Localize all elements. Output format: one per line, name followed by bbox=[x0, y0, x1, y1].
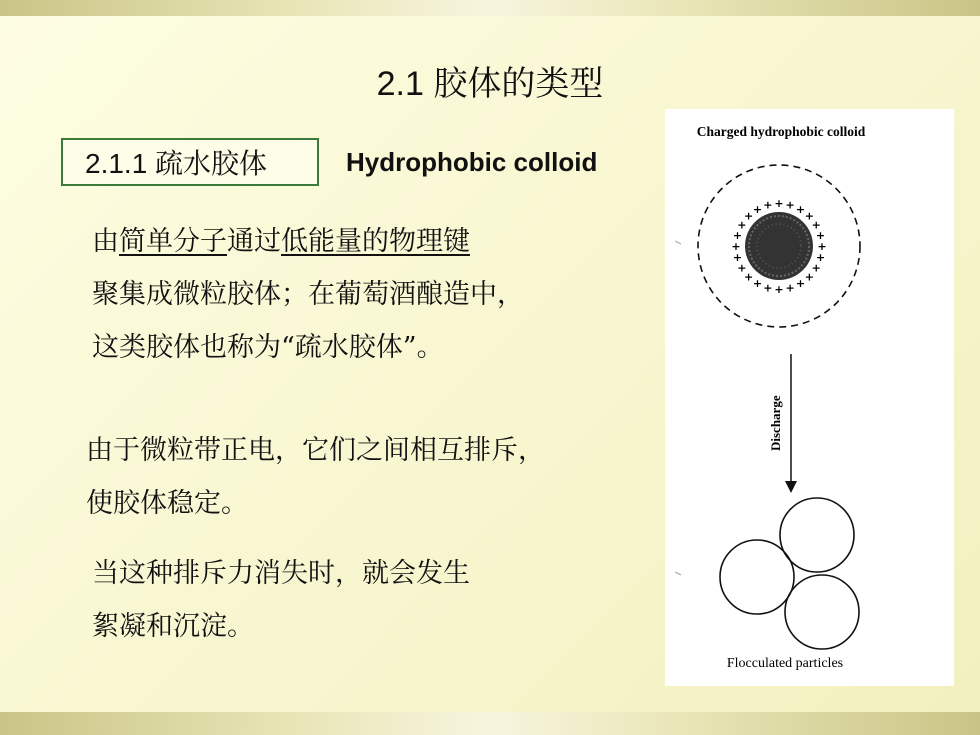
charged-particle bbox=[743, 209, 815, 280]
charge-symbol: + bbox=[811, 261, 821, 275]
charge-symbol: + bbox=[815, 251, 826, 265]
paragraph-line: 絮凝和沉淀。 bbox=[92, 611, 254, 642]
top-caption: Charged hydrophobic colloid bbox=[696, 124, 866, 139]
paragraph-flocculation bbox=[92, 547, 470, 653]
charge-symbol: + bbox=[752, 277, 763, 291]
subsection-label: 2.1.1 疏水胶体 bbox=[85, 148, 268, 179]
charge-symbol: + bbox=[752, 202, 763, 216]
charge-symbol: + bbox=[763, 281, 773, 295]
scan-mark bbox=[675, 572, 681, 575]
floc-particle bbox=[720, 540, 794, 614]
subsection-box bbox=[61, 138, 319, 186]
top-decor-band bbox=[0, 0, 980, 16]
paragraph-line: 由于微粒带正电，它们之间相互排斥， bbox=[86, 435, 545, 466]
subsection-english-title: Hydrophobic colloid bbox=[346, 147, 598, 177]
discharge-arrow-head bbox=[785, 481, 797, 493]
floc-particle bbox=[785, 575, 859, 649]
discharge-label: Discharge bbox=[768, 395, 783, 451]
paragraph-line: 使胶体稳定。 bbox=[86, 488, 248, 519]
charge-symbol: + bbox=[795, 277, 806, 291]
text-run: 通过 bbox=[227, 226, 281, 257]
text-run: 由 bbox=[92, 226, 119, 257]
charge-symbol: + bbox=[811, 218, 821, 232]
colloid-diagram bbox=[665, 109, 954, 686]
charge-symbol: + bbox=[731, 240, 741, 253]
charge-symbol: + bbox=[774, 283, 784, 296]
charge-symbol: + bbox=[743, 209, 754, 223]
paragraph-definition bbox=[92, 215, 524, 374]
underlined-term: 低能量的物理键 bbox=[281, 226, 470, 257]
charge-symbol: + bbox=[743, 270, 754, 284]
charge-symbol: + bbox=[804, 209, 815, 223]
paragraph-line: 当这种排斥力消失时，就会发生 bbox=[92, 558, 470, 589]
paragraph-line bbox=[92, 215, 524, 268]
charge-symbol: + bbox=[785, 198, 795, 212]
paragraph-line: 这类胶体也称为“疏水胶体”。 bbox=[92, 332, 444, 363]
charge-symbol: + bbox=[817, 240, 827, 253]
paragraph-repulsion bbox=[86, 424, 545, 530]
charge-symbol: + bbox=[815, 228, 826, 242]
scan-mark bbox=[675, 241, 681, 244]
charge-symbol: + bbox=[732, 251, 743, 265]
charge-symbol: + bbox=[763, 198, 773, 212]
charge-symbol: + bbox=[737, 218, 747, 232]
charge-symbol: + bbox=[732, 228, 743, 242]
slide-title: 2.1 胶体的类型 bbox=[376, 65, 604, 103]
charge-symbol: + bbox=[795, 202, 806, 216]
underlined-term: 简单分子 bbox=[119, 226, 227, 257]
colloid-diagram-svg bbox=[665, 109, 954, 686]
charge-symbol: + bbox=[737, 261, 747, 275]
charge-symbol: + bbox=[785, 281, 795, 295]
charge-symbol: + bbox=[774, 197, 784, 210]
paragraph-line: 聚集成微粒胶体；在葡萄酒酿造中， bbox=[92, 279, 524, 310]
bottom-caption: Flocculated particles bbox=[726, 656, 844, 671]
charge-symbol: + bbox=[804, 270, 815, 284]
bottom-decor-band bbox=[0, 712, 980, 735]
